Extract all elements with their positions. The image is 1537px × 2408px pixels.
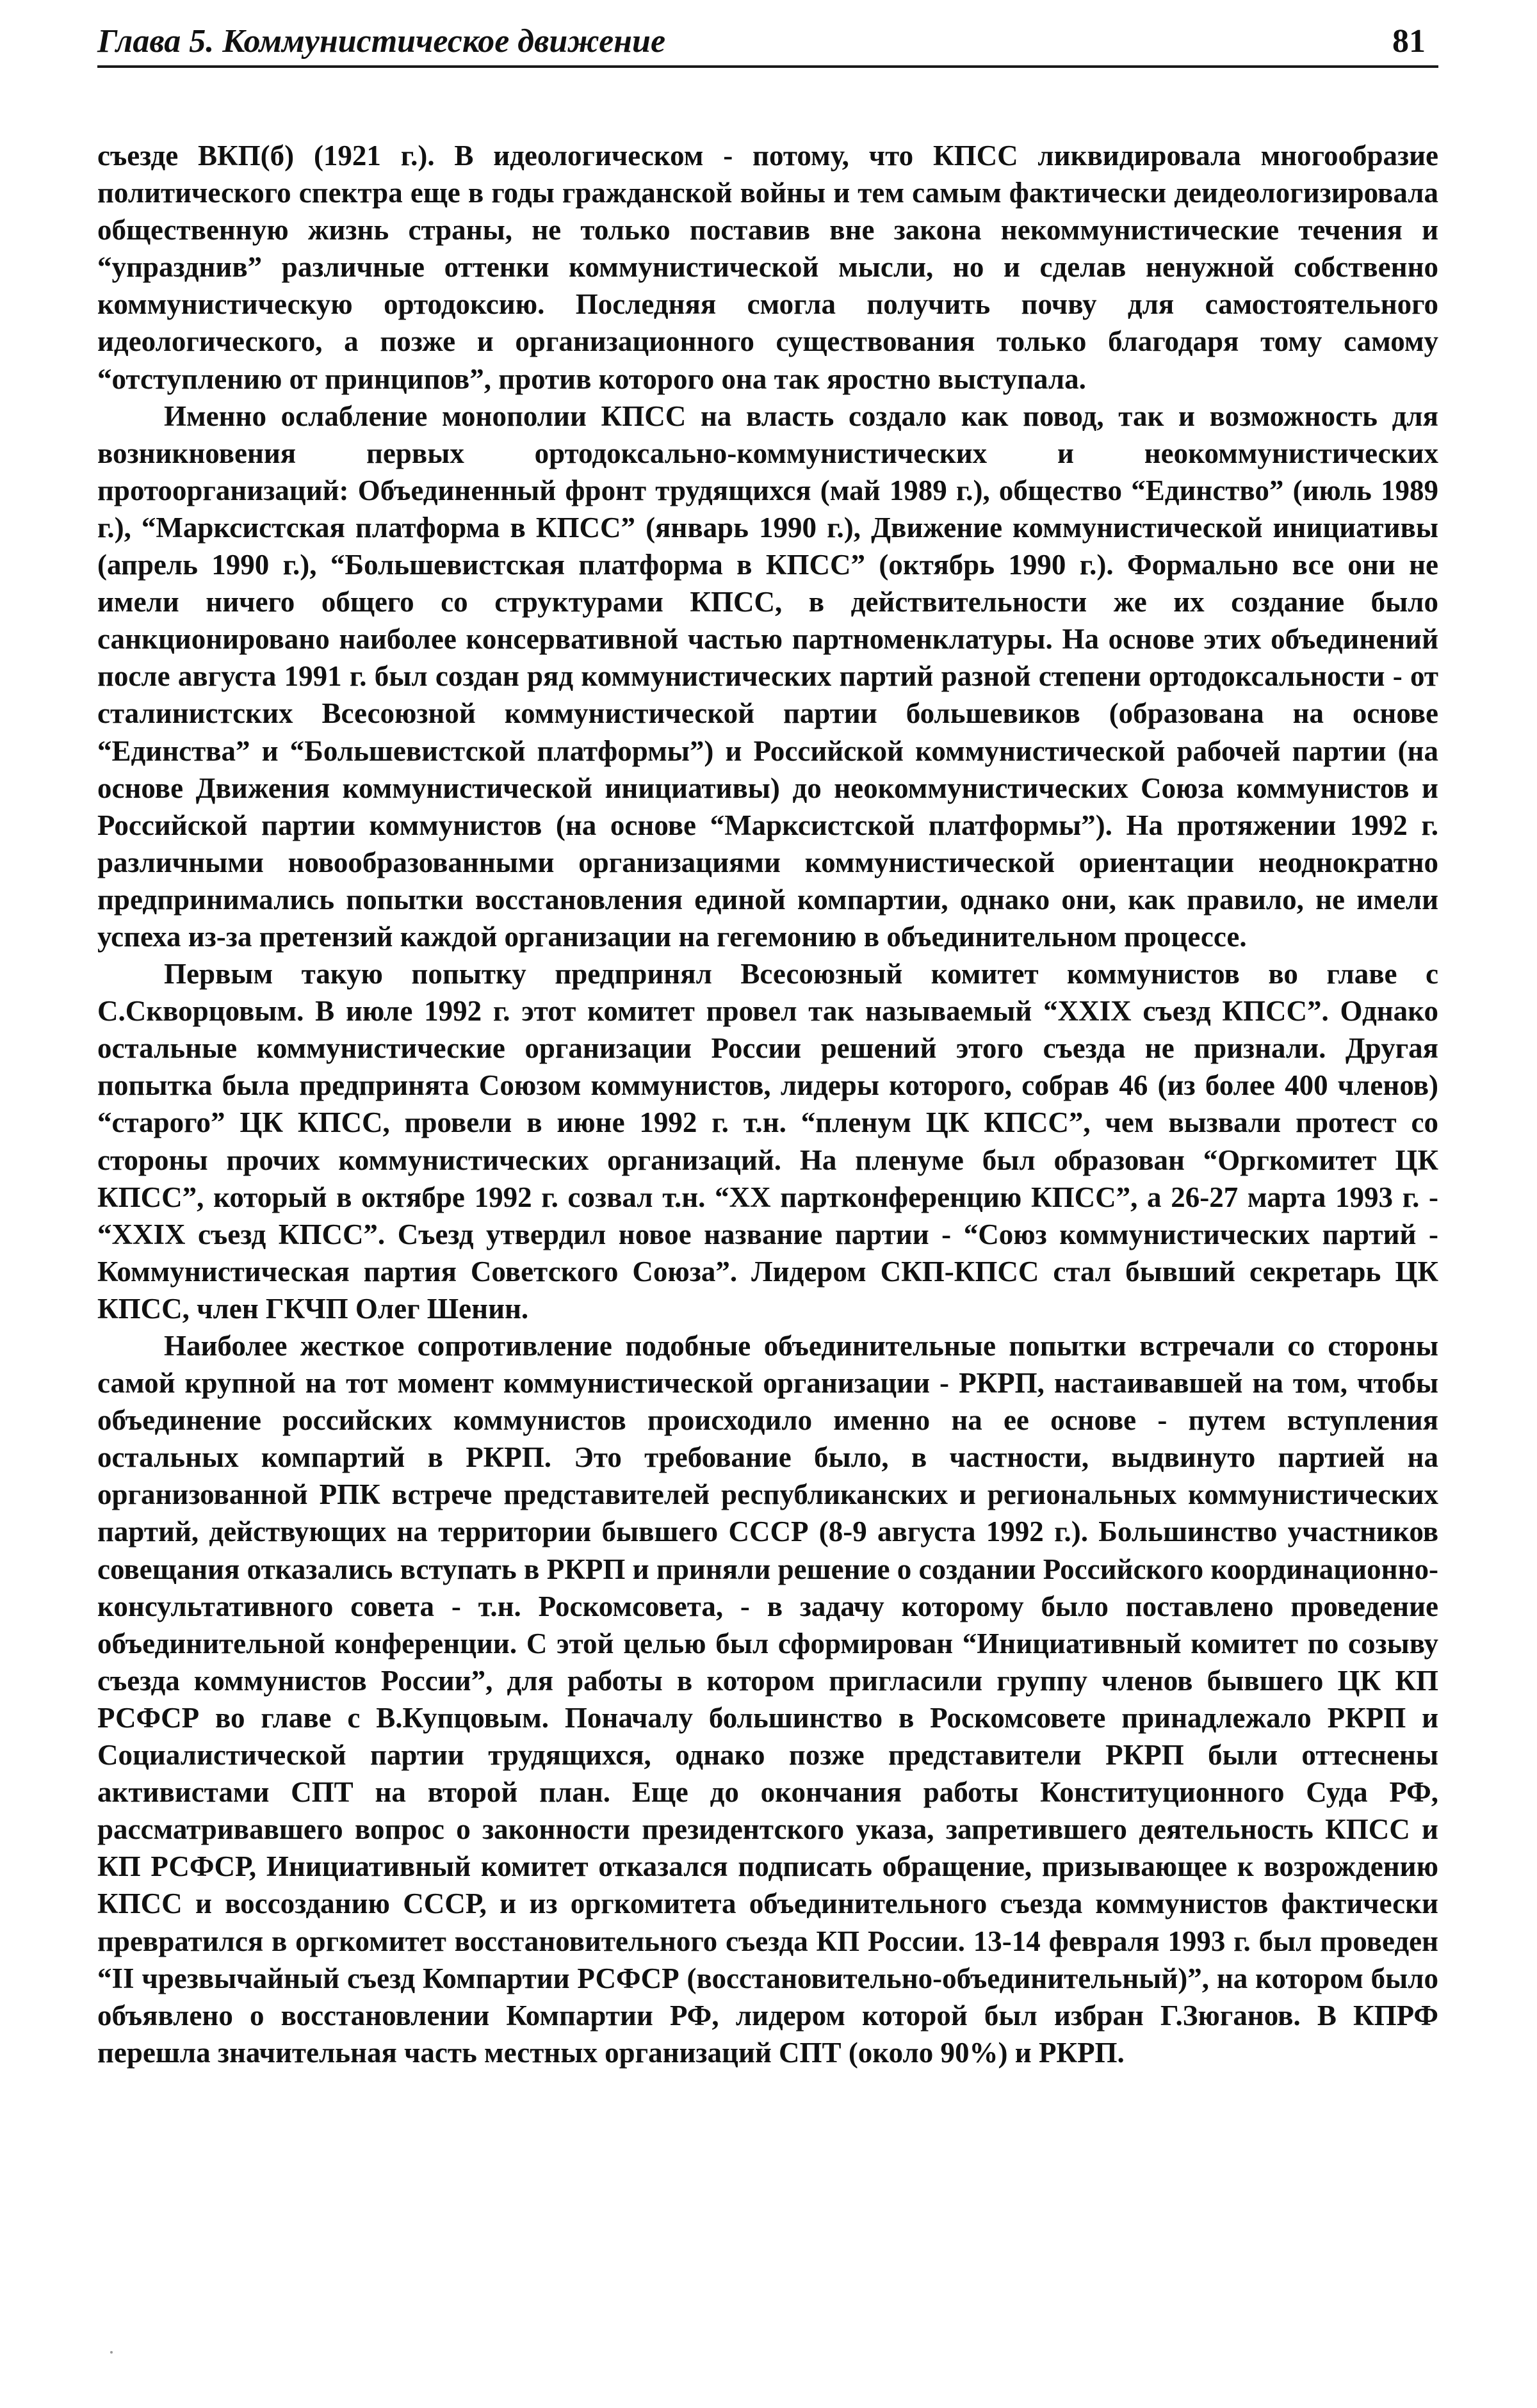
- page-number: 81: [1392, 23, 1426, 60]
- running-head: [97, 15, 1438, 68]
- paragraph: Именно ослабление монополии КПСС на власть создало как повод, так и возможность для возникновения первых ортодоксально-коммунистических и неокоммунистических протоорганизаций: Объединенный фронт трудящихся (май 1989 г.), общество “Единство” (июль 1989 г.), “Марксистская платформа в КПСС” (январь 1990 г.), Движение коммунистической инициативы (апрель 1990 г.), “Большевистская платформа в КПСС” (октябрь 1990 г.). Формально все они не имели ничего общего со структурами КПСС, в действительности же их создание было санкционировано наиболее консервативной частью партноменклатуры. На основе этих объединений после августа 1991 г. был создан ряд коммунистических партий разной степени ортодоксальности - от сталинистских Всесоюзной коммунистической партии большевиков (образована на основе “Единства” и “Большевистской платформы”) и Российской коммунистической рабочей партии (на основе Движения коммунистической инициативы) до неокоммунистических Союза коммунистов и Российской партии коммунистов (на основе “Марксистской платформы”). На протяжении 1992 г. различными новообразованными организациями коммунистической ориентации неоднократно предпринимались попытки восстановления единой компартии, однако они, как правило, не имели успеха из-за претензий каждой организации на гегемонию в объединительном процессе.: [97, 400, 1438, 953]
- chapter-title: Глава 5. Коммунистическое движение: [97, 23, 666, 60]
- body-text: [97, 137, 1438, 2071]
- scan-speck: [110, 2351, 113, 2354]
- paragraph-continuation: съезде ВКП(б) (1921 г.). В идеологическом - потому, что КПСС ликвидировала многообразие политического спектра еще в годы гражданской войны и тем самым фактически деидеологизировала общественную жизнь страны, не только поставив вне закона некоммунистические течения и “упразднив” различные оттенки коммунистической мысли, но и сделав ненужной собственно коммунистическую ортодоксию. Последняя смогла получить почву для самостоятельного идеологического, а позже и организационного существования только благодаря тому самому “отступлению от принципов”, против которого она так яростно выступала.: [97, 140, 1438, 395]
- paragraph: Наиболее жесткое сопротивление подобные объединительные попытки встречали со стороны самой крупной на тот момент коммунистической организации - РКРП, настаивавшей на том, чтобы объединение российских коммунистов происходило именно на ее основе - путем вступления остальных компартий в РКРП. Это требование было, в частности, выдвинуто партией на организованной РПК встрече представителей республиканских и региональных коммунистических партий, действующих на территории бывшего СССР (8-9 августа 1992 г.). Большинство участников совещания отказались вступать в РКРП и приняли решение о создании Российского координационно-консультативного совета - т.н. Роскомсовета, - в задачу которому было поставлено проведение объединительной конференции. С этой целью был сформирован “Инициативный комитет по созыву съезда коммунистов России”, для работы в котором пригласили группу членов бывшего ЦК КП РСФСР во главе с В.Купцовым. Поначалу большинство в Роскомсовете принадлежало РКРП и Социалистической партии трудящихся, однако позже представители РКРП были оттеснены активистами СПТ на второй план. Еще до окончания работы Конституционного Суда РФ, рассматривавшего вопрос о законности президентского указа, запретившего деятельность КПСС и КП РСФСР, Инициативный комитет отказался подписать обращение, призывающее к возрождению КПСС и воссозданию СССР, и из оргкомитета объединительного съезда коммунистов фактически превратился в оргкомитет восстановительного съезда КП России. 13-14 февраля 1993 г. был проведен “II чрезвычайный съезд Компартии РСФСР (восстановительно-объединительный)”, на котором было объявлено о восстановлении Компартии РФ, лидером которой был избран Г.Зюганов. В КПРФ перешла значительная часть местных организаций СПТ (около 90%) и РКРП.: [97, 1330, 1438, 2069]
- paragraph: Первым такую попытку предпринял Всесоюзный комитет коммунистов во главе с С.Скворцовым. В июле 1992 г. этот комитет провел так называемый “XXIX съезд КПСС”. Однако остальные коммунистические организации России решений этого съезда не признали. Другая попытка была предпринята Союзом коммунистов, лидеры которого, собрав 46 (из более 400 членов) “старого” ЦК КПСС, провели в июне 1992 г. т.н. “пленум ЦК КПСС”, чем вызвали протест со стороны прочих коммунистических организаций. На пленуме был образован “Оргкомитет ЦК КПСС”, который в октябре 1992 г. созвал т.н. “XX партконференцию КПСС”, а 26-27 марта 1993 г. - “XXIX съезд КПСС”. Съезд утвердил новое название партии - “Союз коммунистических партий - Коммунистическая партия Советского Союза”. Лидером СКП-КПСС стал бывший секретарь ЦК КПСС, член ГКЧП Олег Шенин.: [97, 958, 1438, 1325]
